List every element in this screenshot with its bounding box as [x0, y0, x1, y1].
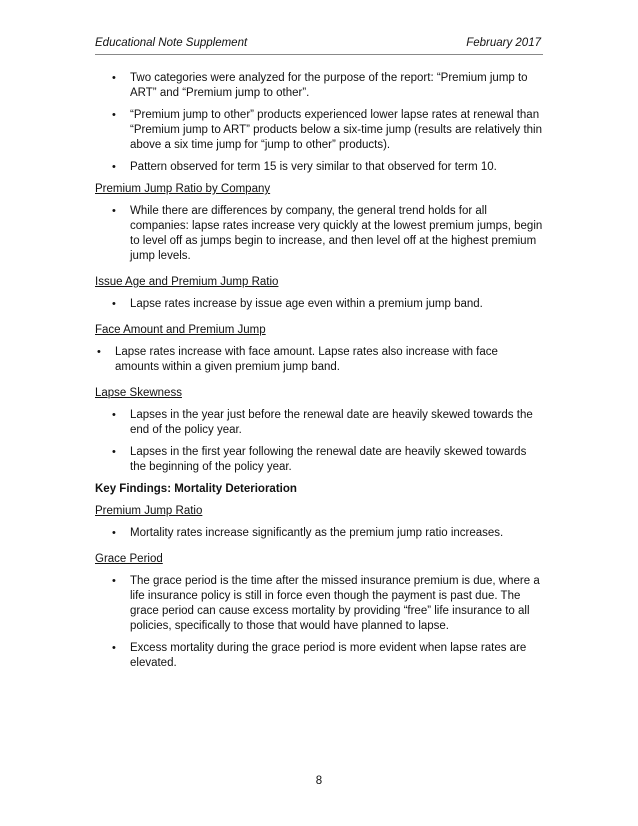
- list-item-text: Pattern observed for term 15 is very similar to that observed for term 10.: [130, 161, 497, 173]
- list-item-text: Excess mortality during the grace period is more evident when lapse rates are elevated.: [130, 642, 527, 669]
- section-heading-company: Premium Jump Ratio by Company: [95, 183, 271, 195]
- list-item: [95, 408, 543, 438]
- list-item-text: Lapses in the first year following the renewal date are heavily skewed towards the beginning of the policy year.: [130, 446, 527, 473]
- list-item-text: Two categories were analyzed for the purpose of the report: “Premium jump to ART” and “Premium jump to other”.: [130, 72, 528, 99]
- page-number: 8: [315, 775, 323, 787]
- section-heading-grace-period: Grace Period: [95, 553, 163, 565]
- lapse-skewness-bullet-list: [95, 408, 543, 475]
- section-heading-face-amount: Face Amount and Premium Jump: [95, 324, 266, 336]
- list-item: [95, 345, 543, 375]
- section-heading-lapse-skewness: Lapse Skewness: [95, 387, 182, 399]
- bullet-icon: •: [112, 72, 116, 84]
- key-findings-heading: Key Findings: Mortality Deterioration: [95, 483, 297, 495]
- list-item-text: Lapses in the year just before the renewal date are heavily skewed towards the end of the policy year.: [130, 409, 533, 436]
- header-date: February 2017: [466, 37, 541, 49]
- bullet-icon: •: [112, 409, 116, 421]
- list-item-text: Lapse rates increase with face amount. Lapse rates also increase with face amounts within a given premium jump band.: [115, 346, 498, 373]
- section-heading-issue-age: Issue Age and Premium Jump Ratio: [95, 276, 279, 288]
- mortality-jump-bullet-list: [95, 526, 543, 541]
- bullet-icon: •: [97, 346, 101, 358]
- list-item-text: “Premium jump to other” products experienced lower lapse rates at renewal than “Premium jump to ART” products below a six-time jump (results are relatively thin above a six time jump for “jump to other” products).: [130, 109, 543, 151]
- bullet-icon: •: [112, 161, 116, 173]
- page-header: [95, 34, 543, 55]
- list-item: [95, 445, 543, 475]
- list-item: [95, 160, 543, 175]
- intro-bullet-list: [95, 71, 543, 175]
- list-item: [95, 641, 543, 671]
- list-item: [95, 526, 543, 541]
- bullet-icon: •: [112, 575, 116, 587]
- list-item: [95, 108, 543, 153]
- document-body: [95, 71, 543, 678]
- company-bullet-list: [95, 204, 543, 264]
- header-document-title: Educational Note Supplement: [95, 37, 248, 49]
- list-item: [95, 574, 543, 634]
- bullet-icon: •: [112, 205, 116, 217]
- list-item-text: Mortality rates increase significantly as the premium jump ratio increases.: [130, 527, 504, 539]
- bullet-icon: •: [112, 298, 116, 310]
- bullet-icon: •: [112, 642, 116, 654]
- face-amount-bullet-list: [95, 345, 543, 375]
- list-item: [95, 71, 543, 101]
- list-item-text: The grace period is the time after the missed insurance premium is due, where a life insurance policy is still in force even though the payment is past due. The grace period can cause excess mortality by providing “free” life insurance to all policies, specifically to those that would have planned to lapse.: [130, 575, 540, 632]
- list-item: [95, 204, 543, 264]
- bullet-icon: •: [112, 446, 116, 458]
- list-item-text: Lapse rates increase by issue age even within a premium jump band.: [130, 298, 483, 310]
- section-heading-premium-jump-ratio: Premium Jump Ratio: [95, 505, 203, 517]
- grace-period-bullet-list: [95, 574, 543, 671]
- list-item: [95, 297, 543, 312]
- issue-age-bullet-list: [95, 297, 543, 312]
- bullet-icon: •: [112, 109, 116, 121]
- bullet-icon: •: [112, 527, 116, 539]
- list-item-text: While there are differences by company, the general trend holds for all companies: lapse rates increase very quickly at the lowest premium jumps, begin to level off as jumps begin to increase, and then level off at the highest premium jump levels.: [130, 205, 543, 262]
